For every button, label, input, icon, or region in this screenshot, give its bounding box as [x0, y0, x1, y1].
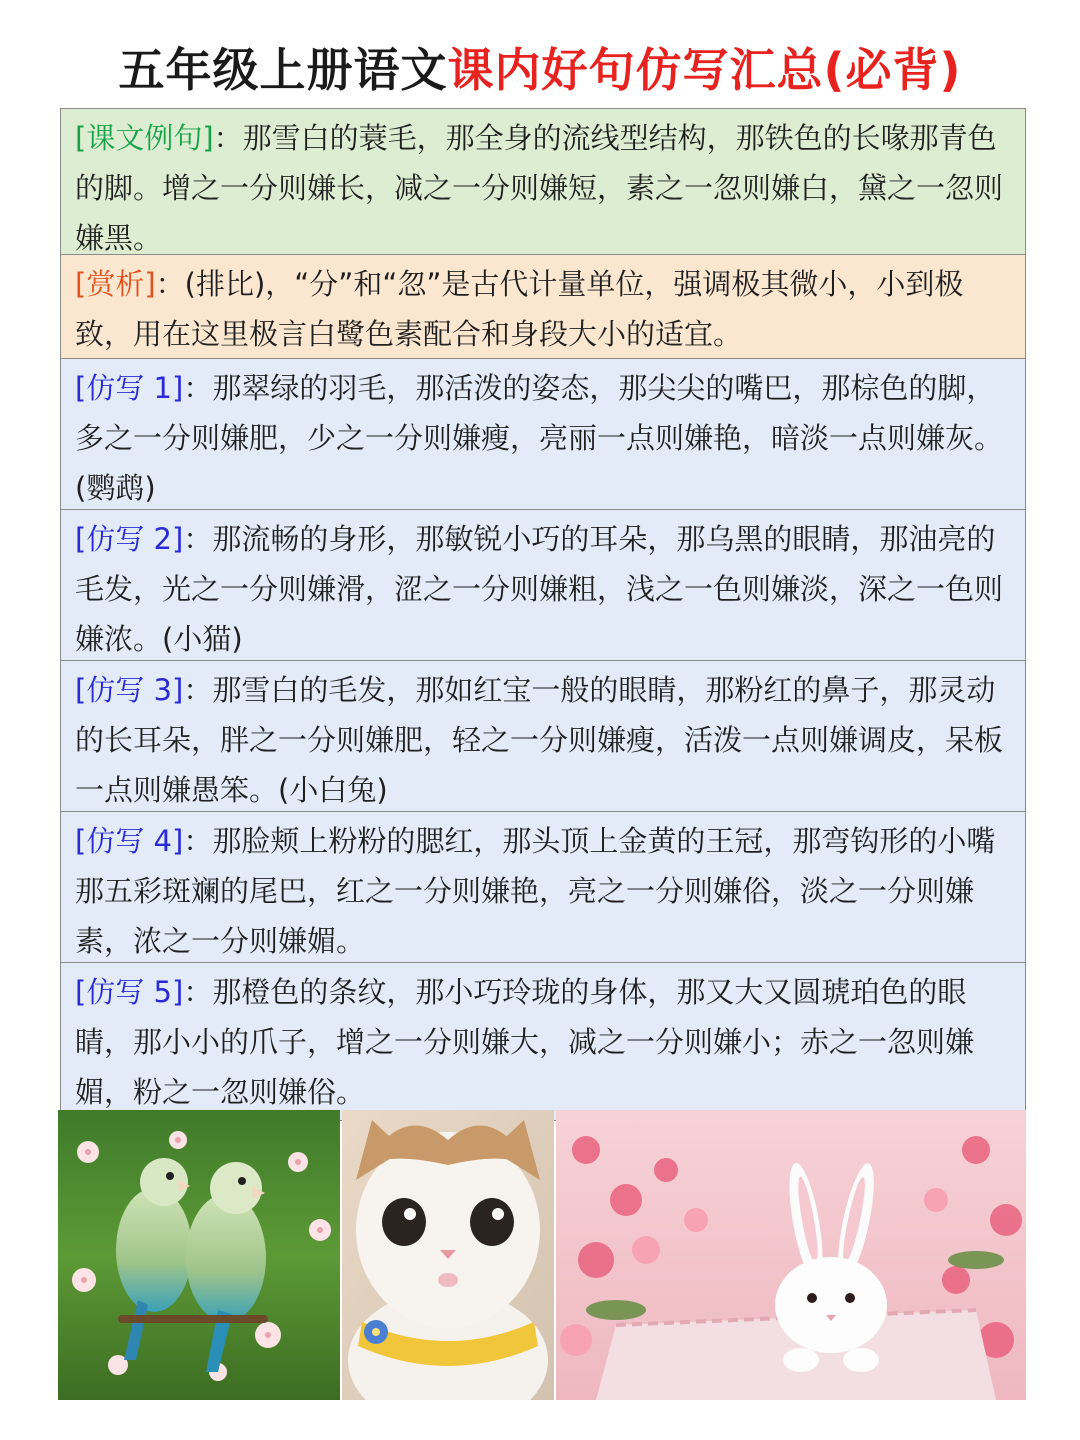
- row-analysis: [61, 255, 1025, 359]
- cat-photo: [342, 1110, 554, 1400]
- row-label: [赏析]: [75, 267, 156, 301]
- row-colon: ：: [213, 121, 243, 155]
- row-colon: ：: [183, 673, 213, 707]
- row-imitation-4: [61, 812, 1025, 963]
- row-label: [仿写 1]: [75, 371, 184, 405]
- row-colon: ：: [183, 824, 213, 858]
- row-text: 那流畅的身形，那敏锐小巧的耳朵，那乌黑的眼睛，那油亮的毛发，光之一分则嫌滑，涩之一分则嫌粗，浅之一色则嫌淡，深之一色则嫌浓。(小猫): [75, 522, 1004, 656]
- row-label: [仿写 4]: [75, 824, 184, 858]
- row-imitation-1: [61, 359, 1025, 510]
- page-title: [0, 30, 1080, 110]
- row-label: [仿写 3]: [75, 673, 184, 707]
- row-text: (排比)，“分”和“忽”是古代计量单位，强调极其微小，小到极致，用在这里极言白鹭色素配合和身段大小的适宜。: [75, 267, 964, 351]
- row-colon: ：: [183, 371, 213, 405]
- rabbit-photo: [556, 1110, 1026, 1400]
- row-label: [仿写 5]: [75, 975, 184, 1009]
- row-colon: ：: [183, 975, 213, 1009]
- row-text: 那脸颊上粉粉的腮红，那头顶上金黄的王冠，那弯钩形的小嘴那五彩斑斓的尾巴，红之一分则嫌艳，亮之一分则嫌俗，淡之一分则嫌素，浓之一分则嫌媚。: [75, 824, 996, 958]
- row-text: 那翠绿的羽毛，那活泼的姿态，那尖尖的嘴巴，那棕色的脚，多之一分则嫌肥，少之一分则嫌瘦，亮丽一点则嫌艳，暗淡一点则嫌灰。(鹦鹉): [75, 371, 1004, 505]
- row-colon: ：: [155, 267, 185, 301]
- row-text: 那橙色的条纹，那小巧玲珑的身体，那又大又圆琥珀色的眼睛，那小小的爪子，增之一分则嫌大，减之一分则嫌小；赤之一忽则嫌媚，粉之一忽则嫌俗。: [75, 975, 975, 1109]
- row-label: [仿写 2]: [75, 522, 184, 556]
- photo-strip: [58, 1110, 1026, 1400]
- title-part1: 五年级上册语文: [118, 43, 448, 97]
- row-label: [课文例句]: [75, 121, 214, 155]
- row-imitation-3: [61, 661, 1025, 812]
- row-example: [61, 109, 1025, 255]
- sentence-table: [60, 108, 1026, 1121]
- row-imitation-5: [61, 963, 1025, 1120]
- parrot-photo: [58, 1110, 340, 1400]
- row-colon: ：: [183, 522, 213, 556]
- row-text: 那雪白的毛发，那如红宝一般的眼睛，那粉红的鼻子，那灵动的长耳朵，胖之一分则嫌肥，轻之一分则嫌瘦，活泼一点则嫌调皮，呆板一点则嫌愚笨。(小白兔): [75, 673, 1004, 807]
- row-text: 那雪白的蓑毛，那全身的流线型结构，那铁色的长喙那青色的脚。增之一分则嫌长，减之一分则嫌短，素之一忽则嫌白，黛之一忽则嫌黑。: [75, 121, 1004, 255]
- title-part2: 课内好句仿写汇总(必背): [447, 43, 962, 97]
- row-imitation-2: [61, 510, 1025, 661]
